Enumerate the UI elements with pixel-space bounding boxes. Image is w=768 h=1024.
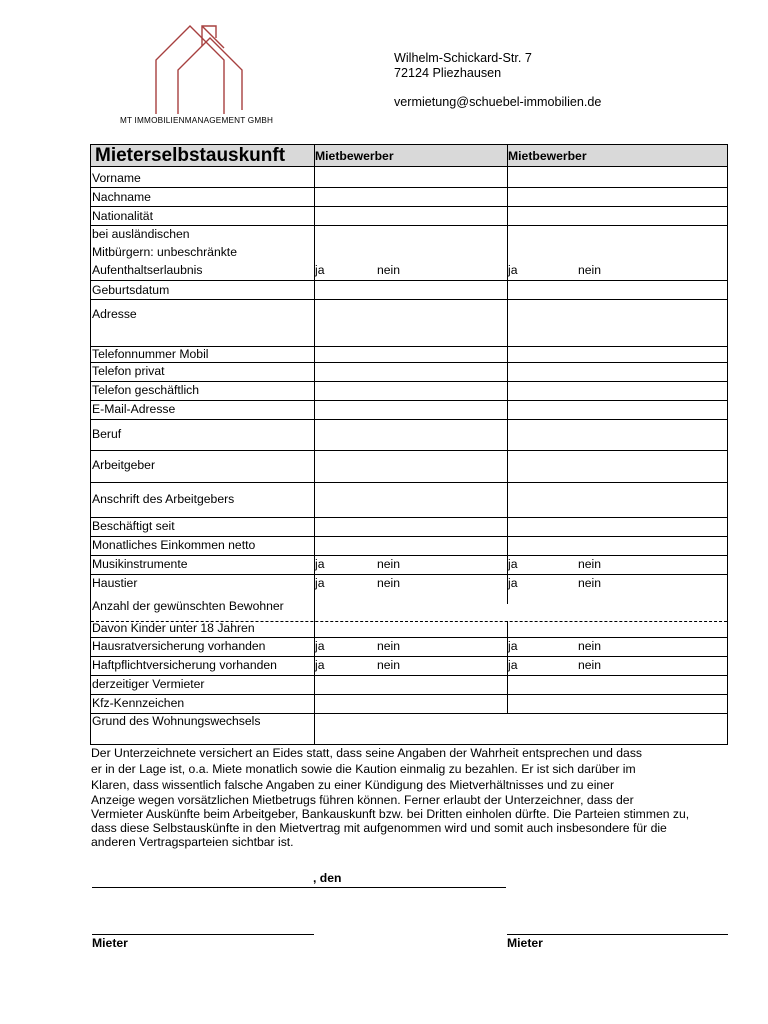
company-name: MT IMMOBILIENMANAGEMENT GMBH	[120, 116, 274, 125]
tenant-form	[90, 144, 728, 745]
place-date-label: , den	[313, 871, 342, 885]
label-hausrat: Hausratversicherung vorhanden	[92, 639, 266, 653]
option-no[interactable]: nein	[377, 557, 401, 571]
label-aufenthalt-line-3: Aufenthaltserlaubnis	[92, 263, 203, 277]
tenant-1-label: Mieter	[92, 936, 128, 950]
tenant-2-label: Mieter	[507, 936, 543, 950]
label-nationalitaet: Nationalität	[92, 209, 153, 223]
label-adresse: Adresse	[92, 307, 137, 321]
label-beschaeftigt-seit: Beschäftigt seit	[92, 519, 175, 533]
declaration-line: anderen Vertragsparteien sichtbar ist.	[91, 835, 294, 850]
company-address	[394, 51, 601, 110]
label-geburtsdatum: Geburtsdatum	[92, 283, 170, 297]
label-haftpflicht: Haftpflichtversicherung vorhanden	[92, 658, 277, 672]
label-aufenthalt-line-1: bei ausländischen	[92, 227, 190, 241]
option-no[interactable]: nein	[377, 658, 401, 672]
form-title: Mieterselbstauskunft	[95, 145, 286, 166]
label-telefon-privat: Telefon privat	[92, 364, 165, 378]
label-grund: Grund des Wohnungswechsels	[92, 714, 261, 728]
label-aufenthalt-line-2: Mitbürgern: unbeschränkte	[92, 245, 237, 259]
option-yes[interactable]: ja	[315, 639, 325, 653]
option-yes[interactable]: ja	[315, 658, 325, 672]
option-yes[interactable]: ja	[508, 576, 518, 590]
label-nachname: Nachname	[92, 190, 151, 204]
company-logo	[106, 18, 278, 130]
label-kfz: Kfz-Kennzeichen	[92, 696, 185, 710]
label-anschrift-arbeitgeber: Anschrift des Arbeitgebers	[92, 492, 235, 506]
address-email[interactable]: vermietung@schuebel-immobilien.de	[394, 95, 602, 109]
label-kinder: Davon Kinder unter 18 Jahren	[92, 621, 255, 635]
label-bewohner: Anzahl der gewünschten Bewohner	[92, 599, 284, 613]
option-no[interactable]: nein	[578, 576, 602, 590]
label-telefon-mobil: Telefonnummer Mobil	[92, 347, 209, 361]
option-no[interactable]: nein	[578, 639, 602, 653]
declaration-line: Vermieter Auskünfte beim Arbeitgeber, Bankauskunft bzw. bei Dritten einholen dürfte. Die Parteien stimmen zu,	[91, 807, 690, 822]
address-street: Wilhelm-Schickard-Str. 7	[394, 51, 532, 65]
option-yes[interactable]: ja	[315, 263, 325, 277]
label-email: E-Mail-Adresse	[92, 402, 176, 416]
label-telefon-geschaeftlich: Telefon geschäftlich	[92, 383, 200, 397]
option-no[interactable]: nein	[377, 576, 401, 590]
column-header-applicant-2: Mietbewerber	[508, 149, 587, 163]
house-logo-icon	[106, 18, 278, 116]
address-city: 72124 Pliezhausen	[394, 66, 502, 80]
label-musikinstrumente: Musikinstrumente	[92, 557, 188, 571]
label-beruf: Beruf	[92, 427, 122, 441]
option-yes[interactable]: ja	[508, 557, 518, 571]
label-einkommen: Monatliches Einkommen netto	[92, 538, 256, 552]
option-no[interactable]: nein	[377, 639, 401, 653]
option-yes[interactable]: ja	[508, 639, 518, 653]
declaration-line: dass diese Selbstauskünfte in den Mietvertrag mit aufgenommen wird und somit auch insbesondere für die	[91, 821, 667, 836]
option-no[interactable]: nein	[578, 658, 602, 672]
column-header-applicant-1: Mietbewerber	[315, 149, 394, 163]
option-no[interactable]: nein	[377, 263, 401, 277]
tenant-2-signature-line[interactable]	[507, 934, 728, 935]
option-no[interactable]: nein	[578, 557, 602, 571]
declaration-line: er in der Lage ist, o.a. Miete monatlich sowie die Kaution einmalig zu bezahlen. Er ist sich darüber im	[91, 761, 636, 776]
tenant-1-signature-line[interactable]	[92, 934, 314, 935]
option-yes[interactable]: ja	[508, 263, 518, 277]
declaration-line: Der Unterzeichnete versichert an Eides statt, dass seine Angaben der Wahrheit entsprechen und dass	[91, 746, 643, 760]
label-arbeitgeber: Arbeitgeber	[92, 458, 156, 472]
option-yes[interactable]: ja	[508, 658, 518, 672]
label-haustier: Haustier	[92, 576, 138, 590]
declaration-text	[91, 746, 736, 849]
label-vorname: Vorname	[92, 171, 141, 185]
declaration-line: Anzeige wegen vorsätzlichen Mietbetrugs führen können. Ferner erlaubt der Unterzeichner, dass der	[91, 793, 634, 808]
option-yes[interactable]: ja	[315, 576, 325, 590]
label-vermieter: derzeitiger Vermieter	[92, 677, 205, 691]
place-date-line[interactable]	[92, 887, 506, 888]
option-yes[interactable]: ja	[315, 557, 325, 571]
declaration-line: Klaren, dass wissentlich falsche Angaben zu einer Kündigung des Mietverhältnisses und zu einer	[91, 777, 615, 792]
option-no[interactable]: nein	[578, 263, 602, 277]
